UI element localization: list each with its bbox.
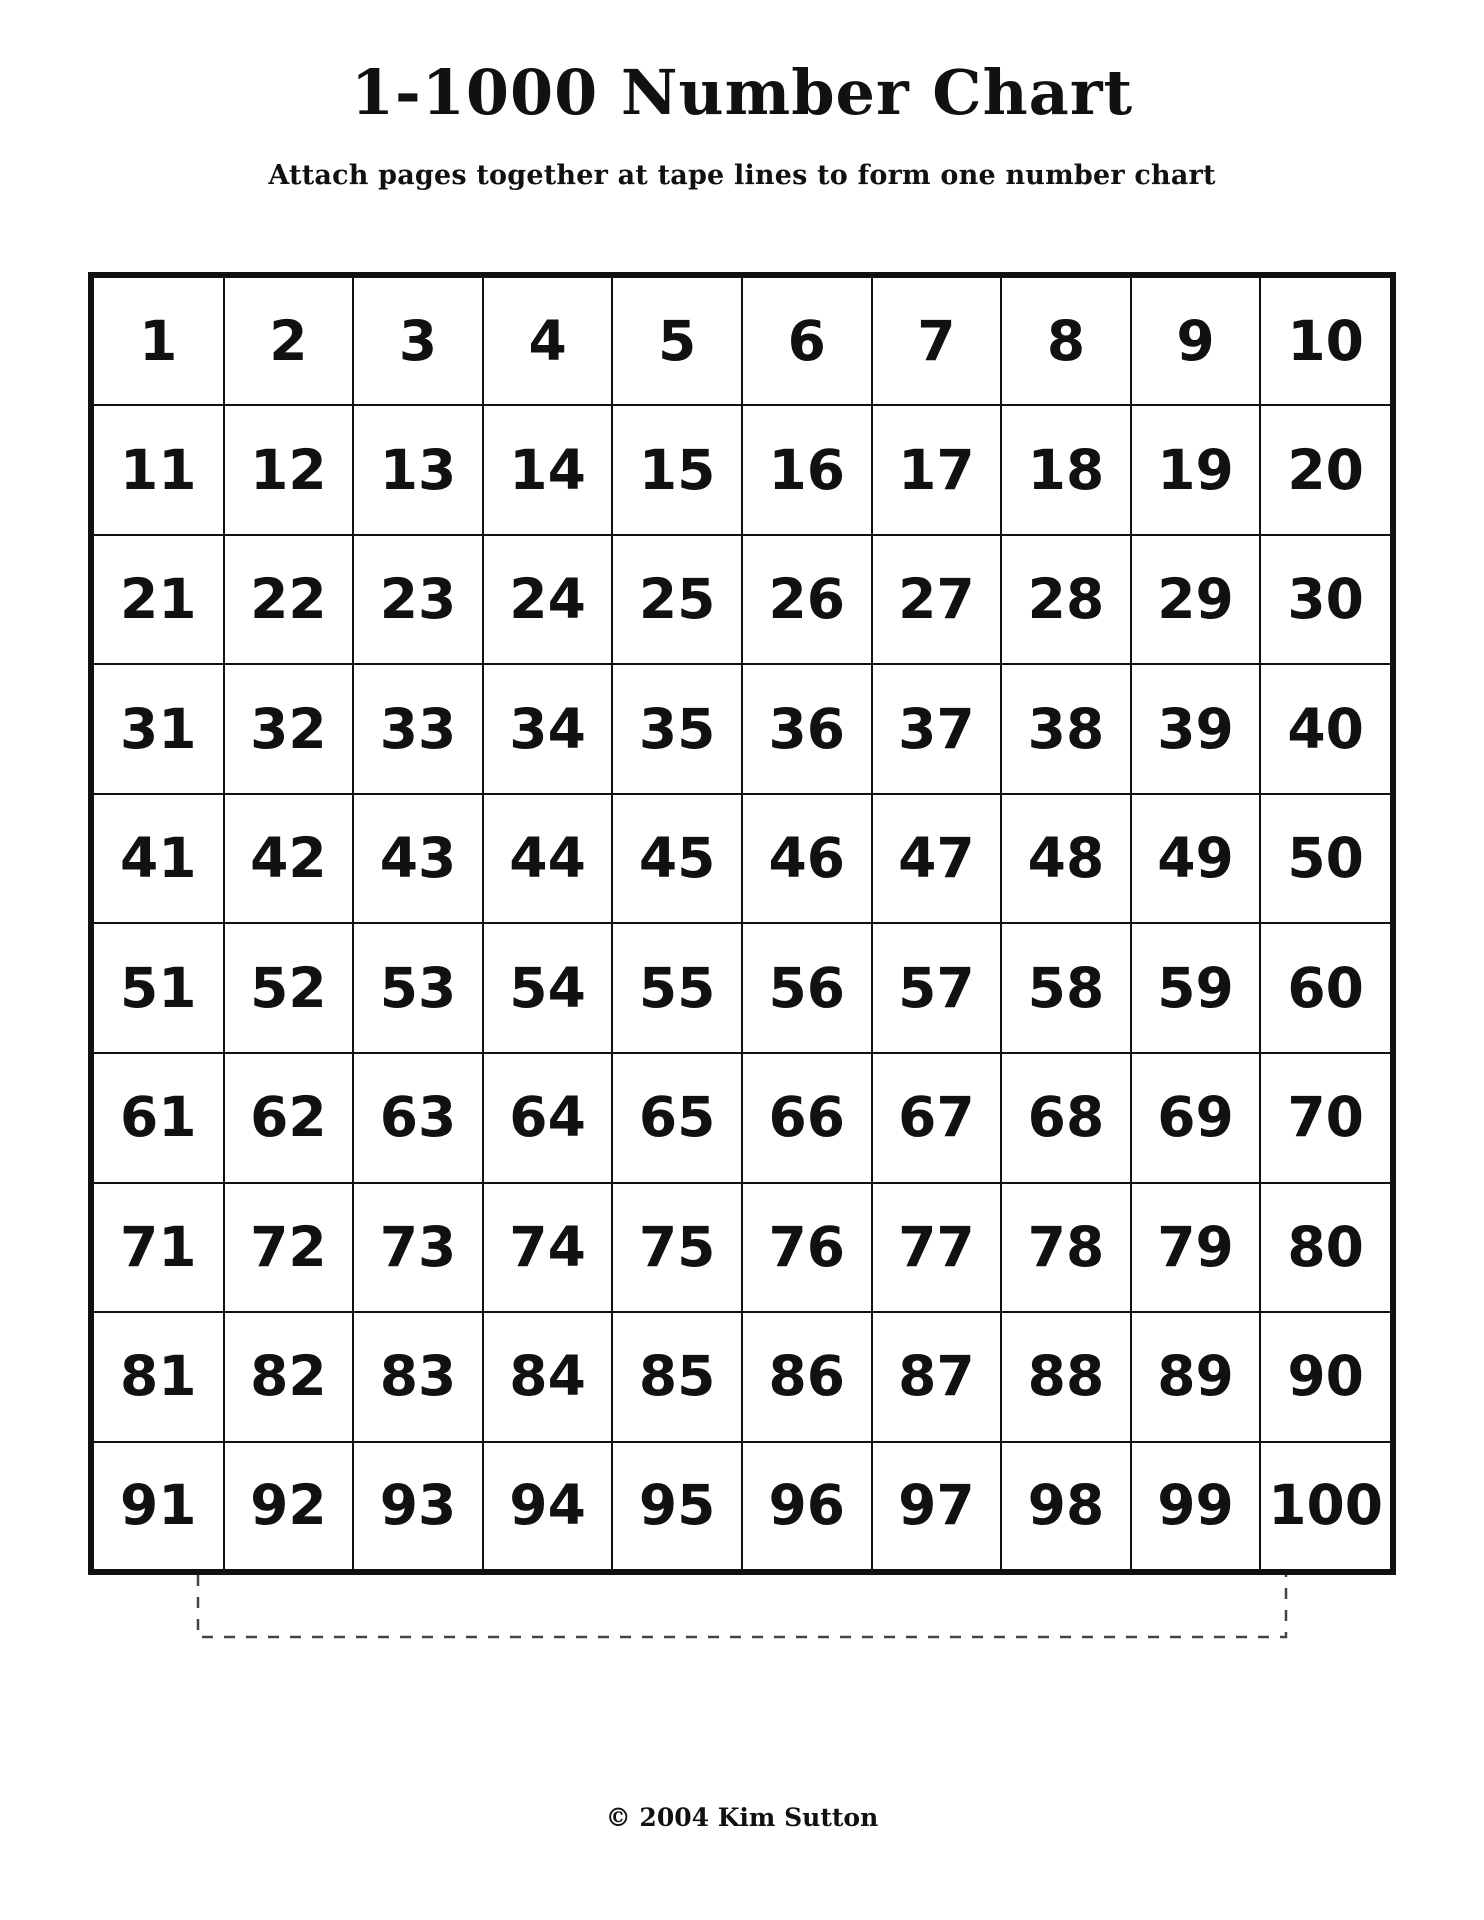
number-cell: 60: [1260, 923, 1390, 1053]
number-cell: 37: [872, 664, 1002, 794]
number-cell: 92: [224, 1442, 354, 1569]
number-cell: 93: [353, 1442, 483, 1569]
number-cell: 50: [1260, 794, 1390, 924]
number-cell: 88: [1001, 1312, 1131, 1442]
number-cell: 49: [1131, 794, 1261, 924]
number-cell: 23: [353, 535, 483, 665]
number-cell: 4: [483, 278, 613, 405]
number-cell: 24: [483, 535, 613, 665]
number-cell: 6: [742, 278, 872, 405]
number-cell: 54: [483, 923, 613, 1053]
number-cell: 53: [353, 923, 483, 1053]
number-cell: 98: [1001, 1442, 1131, 1569]
number-cell: 66: [742, 1053, 872, 1183]
number-cell: 5: [612, 278, 742, 405]
number-cell: 11: [94, 405, 224, 535]
number-cell: 99: [1131, 1442, 1261, 1569]
number-cell: 20: [1260, 405, 1390, 535]
tape-line-guide: [88, 1575, 1396, 1670]
number-cell: 84: [483, 1312, 613, 1442]
number-cell: 36: [742, 664, 872, 794]
number-cell: 16: [742, 405, 872, 535]
number-cell: 48: [1001, 794, 1131, 924]
number-cell: 87: [872, 1312, 1002, 1442]
number-cell: 79: [1131, 1183, 1261, 1313]
number-cell: 2: [224, 278, 354, 405]
number-cell: 34: [483, 664, 613, 794]
number-cell: 100: [1260, 1442, 1390, 1569]
number-cell: 19: [1131, 405, 1261, 535]
number-cell: 52: [224, 923, 354, 1053]
page-title: 1-1000 Number Chart: [350, 56, 1134, 129]
number-cell: 45: [612, 794, 742, 924]
number-cell: 96: [742, 1442, 872, 1569]
table-row: [94, 1442, 1390, 1569]
number-cell: 89: [1131, 1312, 1261, 1442]
number-chart: [88, 272, 1396, 1575]
number-cell: 26: [742, 535, 872, 665]
number-cell: 1: [94, 278, 224, 405]
number-cell: 59: [1131, 923, 1261, 1053]
number-cell: 82: [224, 1312, 354, 1442]
number-cell: 55: [612, 923, 742, 1053]
number-cell: 86: [742, 1312, 872, 1442]
number-cell: 46: [742, 794, 872, 924]
table-row: [94, 405, 1390, 535]
number-cell: 32: [224, 664, 354, 794]
number-cell: 64: [483, 1053, 613, 1183]
number-cell: 80: [1260, 1183, 1390, 1313]
number-cell: 14: [483, 405, 613, 535]
number-cell: 62: [224, 1053, 354, 1183]
table-row: [94, 1183, 1390, 1313]
number-cell: 68: [1001, 1053, 1131, 1183]
number-cell: 61: [94, 1053, 224, 1183]
number-cell: 10: [1260, 278, 1390, 405]
number-cell: 63: [353, 1053, 483, 1183]
number-cell: 85: [612, 1312, 742, 1442]
number-grid-body: [94, 278, 1390, 1569]
number-cell: 57: [872, 923, 1002, 1053]
page-subtitle: Attach pages together at tape lines to form one number chart: [268, 160, 1216, 191]
number-cell: 95: [612, 1442, 742, 1569]
number-cell: 90: [1260, 1312, 1390, 1442]
number-cell: 91: [94, 1442, 224, 1569]
number-cell: 42: [224, 794, 354, 924]
number-grid-table: [94, 278, 1390, 1569]
number-cell: 47: [872, 794, 1002, 924]
tape-line-path: [198, 1575, 1286, 1637]
table-row: [94, 923, 1390, 1053]
number-cell: 8: [1001, 278, 1131, 405]
number-cell: 41: [94, 794, 224, 924]
number-cell: 7: [872, 278, 1002, 405]
number-cell: 58: [1001, 923, 1131, 1053]
number-cell: 75: [612, 1183, 742, 1313]
number-cell: 12: [224, 405, 354, 535]
number-cell: 97: [872, 1442, 1002, 1569]
number-cell: 94: [483, 1442, 613, 1569]
number-cell: 67: [872, 1053, 1002, 1183]
number-cell: 78: [1001, 1183, 1131, 1313]
number-cell: 3: [353, 278, 483, 405]
number-cell: 17: [872, 405, 1002, 535]
table-row: [94, 278, 1390, 405]
number-cell: 72: [224, 1183, 354, 1313]
number-cell: 33: [353, 664, 483, 794]
number-cell: 28: [1001, 535, 1131, 665]
number-cell: 22: [224, 535, 354, 665]
number-cell: 40: [1260, 664, 1390, 794]
number-cell: 71: [94, 1183, 224, 1313]
table-row: [94, 1053, 1390, 1183]
number-cell: 43: [353, 794, 483, 924]
number-cell: 15: [612, 405, 742, 535]
number-cell: 27: [872, 535, 1002, 665]
number-cell: 39: [1131, 664, 1261, 794]
number-cell: 18: [1001, 405, 1131, 535]
number-cell: 29: [1131, 535, 1261, 665]
table-row: [94, 1312, 1390, 1442]
number-cell: 21: [94, 535, 224, 665]
number-cell: 30: [1260, 535, 1390, 665]
number-cell: 51: [94, 923, 224, 1053]
table-row: [94, 664, 1390, 794]
number-cell: 74: [483, 1183, 613, 1313]
number-cell: 13: [353, 405, 483, 535]
number-cell: 81: [94, 1312, 224, 1442]
number-cell: 31: [94, 664, 224, 794]
number-cell: 38: [1001, 664, 1131, 794]
number-cell: 76: [742, 1183, 872, 1313]
number-cell: 25: [612, 535, 742, 665]
number-cell: 70: [1260, 1053, 1390, 1183]
number-cell: 9: [1131, 278, 1261, 405]
number-cell: 56: [742, 923, 872, 1053]
number-cell: 44: [483, 794, 613, 924]
number-cell: 73: [353, 1183, 483, 1313]
number-cell: 83: [353, 1312, 483, 1442]
table-row: [94, 535, 1390, 665]
table-row: [94, 794, 1390, 924]
number-cell: 65: [612, 1053, 742, 1183]
number-cell: 69: [1131, 1053, 1261, 1183]
number-cell: 77: [872, 1183, 1002, 1313]
copyright-footer: © 2004 Kim Sutton: [605, 1803, 879, 1832]
number-cell: 35: [612, 664, 742, 794]
